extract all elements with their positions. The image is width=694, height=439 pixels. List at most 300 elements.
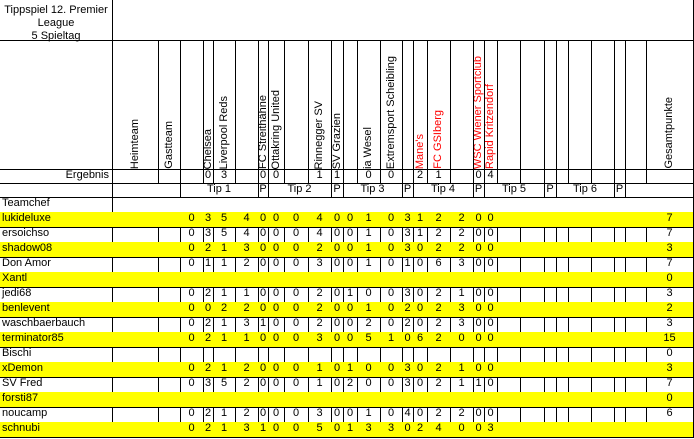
score-cell[interactable]: 1 [413, 212, 428, 228]
score-cell[interactable]: 0 [284, 212, 309, 228]
score-cell[interactable] [591, 272, 615, 288]
score-cell[interactable]: 2 [450, 242, 474, 258]
score-cell[interactable] [625, 302, 647, 318]
score-cell[interactable]: 0 [450, 332, 474, 348]
tip-header[interactable]: P [614, 183, 626, 198]
score-cell[interactable] [497, 392, 521, 408]
score-cell[interactable] [112, 287, 159, 303]
score-cell[interactable] [112, 242, 159, 258]
score-cell[interactable] [343, 392, 358, 408]
ergebnis-cell[interactable]: 0 [203, 169, 214, 184]
score-cell[interactable] [568, 362, 592, 378]
score-cell[interactable]: 0 [380, 362, 403, 378]
score-cell[interactable]: 0 [284, 287, 309, 303]
score-cell[interactable]: 5 [213, 377, 236, 393]
ergebnis-cell[interactable]: 2 [413, 169, 428, 184]
score-cell[interactable] [520, 377, 545, 393]
ergebnis-label[interactable]: Ergebnis [0, 169, 113, 184]
score-cell[interactable] [497, 347, 521, 363]
score-cell[interactable]: 0 [473, 407, 485, 423]
score-cell[interactable]: 0 [331, 242, 344, 258]
score-cell[interactable] [112, 317, 159, 333]
score-cell[interactable] [180, 392, 204, 408]
score-cell[interactable] [568, 287, 592, 303]
score-cell[interactable]: 2 [203, 242, 214, 258]
score-cell[interactable] [357, 347, 381, 363]
score-cell[interactable] [520, 347, 545, 363]
score-cell[interactable]: 1 [402, 257, 414, 273]
score-cell[interactable]: 2 [427, 227, 451, 243]
score-cell[interactable]: 0 [343, 407, 358, 423]
score-cell[interactable] [235, 272, 259, 288]
player-name[interactable]: Don Amor [0, 257, 113, 273]
score-cell[interactable] [497, 422, 521, 438]
score-cell[interactable]: 3 [402, 227, 414, 243]
score-cell[interactable]: 0 [380, 287, 403, 303]
score-cell[interactable]: 2 [427, 362, 451, 378]
score-cell[interactable] [568, 257, 592, 273]
score-cell[interactable]: 1 [343, 362, 358, 378]
score-cell[interactable]: 1 [357, 227, 381, 243]
score-cell[interactable]: 5 [308, 422, 332, 438]
score-cell[interactable]: 3 [203, 212, 214, 228]
score-cell[interactable]: 1 [213, 257, 236, 273]
total-points[interactable]: 0 [646, 392, 694, 408]
score-cell[interactable] [213, 272, 236, 288]
score-cell[interactable] [112, 422, 159, 438]
player-name[interactable]: Xantl [0, 272, 113, 288]
score-cell[interactable]: 0 [484, 212, 498, 228]
score-cell[interactable] [112, 332, 159, 348]
score-cell[interactable]: 0 [331, 287, 344, 303]
score-cell[interactable] [112, 392, 159, 408]
header-blank[interactable] [343, 40, 358, 170]
score-cell[interactable]: 2 [235, 407, 259, 423]
score-cell[interactable]: 0 [450, 422, 474, 438]
score-cell[interactable]: 1 [213, 362, 236, 378]
score-cell[interactable] [568, 212, 592, 228]
score-cell[interactable]: 0 [180, 422, 204, 438]
ergebnis-cell[interactable] [568, 169, 592, 184]
score-cell[interactable]: 0 [180, 287, 204, 303]
score-cell[interactable] [235, 392, 259, 408]
score-cell[interactable]: 0 [331, 422, 344, 438]
score-cell[interactable]: 1 [380, 332, 403, 348]
score-cell[interactable] [484, 272, 498, 288]
score-cell[interactable] [112, 272, 159, 288]
score-cell[interactable]: 0 [380, 212, 403, 228]
column-header[interactable] [213, 40, 236, 170]
score-cell[interactable] [158, 317, 181, 333]
score-cell[interactable] [158, 362, 181, 378]
score-cell[interactable]: 0 [484, 227, 498, 243]
tip-corner[interactable] [0, 183, 113, 198]
score-cell[interactable]: 2 [343, 377, 358, 393]
score-cell[interactable]: 2 [235, 257, 259, 273]
score-cell[interactable] [625, 377, 647, 393]
ergebnis-cell[interactable] [112, 169, 159, 184]
score-cell[interactable]: 0 [413, 377, 428, 393]
score-cell[interactable]: 1 [308, 362, 332, 378]
ergebnis-cell[interactable]: 0 [357, 169, 381, 184]
score-cell[interactable] [591, 347, 615, 363]
score-cell[interactable] [568, 242, 592, 258]
score-cell[interactable]: 0 [484, 257, 498, 273]
score-cell[interactable] [497, 287, 521, 303]
score-cell[interactable]: 3 [402, 212, 414, 228]
tip-header[interactable]: P [331, 183, 344, 198]
score-cell[interactable]: 2 [203, 362, 214, 378]
score-cell[interactable]: 0 [343, 302, 358, 318]
ergebnis-cell[interactable]: 0 [258, 169, 269, 184]
ergebnis-cell[interactable] [180, 169, 204, 184]
total-points[interactable]: 7 [646, 227, 694, 243]
score-cell[interactable]: 1 [413, 227, 428, 243]
teamchef-label[interactable]: Teamchef [0, 197, 113, 213]
column-header[interactable] [484, 40, 498, 170]
score-cell[interactable] [625, 257, 647, 273]
score-cell[interactable] [520, 242, 545, 258]
total-points[interactable]: 3 [646, 317, 694, 333]
score-cell[interactable] [520, 392, 545, 408]
score-cell[interactable] [158, 227, 181, 243]
score-cell[interactable] [568, 317, 592, 333]
score-cell[interactable] [497, 272, 521, 288]
score-cell[interactable]: 0 [380, 302, 403, 318]
score-cell[interactable]: 0 [258, 407, 269, 423]
score-cell[interactable]: 1 [357, 302, 381, 318]
score-cell[interactable]: 0 [473, 212, 485, 228]
score-cell[interactable] [520, 272, 545, 288]
score-cell[interactable]: 0 [180, 332, 204, 348]
score-cell[interactable]: 0 [180, 242, 204, 258]
score-cell[interactable] [112, 227, 159, 243]
score-cell[interactable]: 0 [180, 227, 204, 243]
score-cell[interactable] [591, 377, 615, 393]
score-cell[interactable]: 2 [235, 302, 259, 318]
score-cell[interactable] [625, 347, 647, 363]
score-cell[interactable]: 0 [473, 242, 485, 258]
score-cell[interactable] [158, 407, 181, 423]
score-cell[interactable] [343, 272, 358, 288]
score-cell[interactable]: 2 [402, 317, 414, 333]
score-cell[interactable]: 0 [413, 257, 428, 273]
score-cell[interactable]: 0 [402, 332, 414, 348]
score-cell[interactable]: 1 [213, 332, 236, 348]
total-points[interactable]: 7 [646, 212, 694, 228]
column-header[interactable] [646, 40, 694, 170]
score-cell[interactable] [591, 287, 615, 303]
ergebnis-cell[interactable]: 1 [427, 169, 451, 184]
score-cell[interactable]: 0 [380, 377, 403, 393]
score-cell[interactable]: 1 [258, 422, 269, 438]
score-cell[interactable]: 6 [413, 332, 428, 348]
total-points[interactable]: 0 [646, 347, 694, 363]
total-points[interactable]: 3 [646, 287, 694, 303]
score-cell[interactable]: 0 [413, 362, 428, 378]
ergebnis-cell[interactable] [343, 169, 358, 184]
score-cell[interactable]: 0 [331, 407, 344, 423]
score-cell[interactable]: 1 [213, 422, 236, 438]
score-cell[interactable]: 0 [180, 257, 204, 273]
ergebnis-cell[interactable]: 1 [331, 169, 344, 184]
score-cell[interactable] [568, 422, 592, 438]
score-cell[interactable] [497, 362, 521, 378]
score-cell[interactable] [427, 347, 451, 363]
score-cell[interactable]: 2 [427, 317, 451, 333]
score-cell[interactable]: 0 [473, 227, 485, 243]
score-cell[interactable] [284, 272, 309, 288]
ergebnis-cell[interactable] [591, 169, 615, 184]
score-cell[interactable]: 3 [402, 242, 414, 258]
player-name[interactable]: terminator85 [0, 332, 113, 348]
score-cell[interactable]: 1 [357, 407, 381, 423]
score-cell[interactable]: 0 [331, 317, 344, 333]
score-cell[interactable]: 1 [235, 287, 259, 303]
score-cell[interactable] [427, 392, 451, 408]
score-cell[interactable] [625, 422, 647, 438]
player-name[interactable]: noucamp [0, 407, 113, 423]
score-cell[interactable] [380, 392, 403, 408]
score-cell[interactable] [568, 377, 592, 393]
score-cell[interactable] [591, 257, 615, 273]
score-cell[interactable] [591, 227, 615, 243]
score-cell[interactable]: 1 [357, 242, 381, 258]
score-cell[interactable]: 2 [413, 422, 428, 438]
score-cell[interactable]: 0 [258, 362, 269, 378]
score-cell[interactable]: 0 [413, 242, 428, 258]
player-name[interactable]: benlevent [0, 302, 113, 318]
ergebnis-cell[interactable] [450, 169, 474, 184]
score-cell[interactable] [520, 287, 545, 303]
score-cell[interactable]: 3 [402, 287, 414, 303]
column-header[interactable] [308, 40, 332, 170]
score-cell[interactable] [268, 272, 285, 288]
score-cell[interactable] [158, 257, 181, 273]
score-cell[interactable] [284, 392, 309, 408]
column-header[interactable] [427, 40, 451, 170]
ergebnis-cell[interactable]: 3 [213, 169, 236, 184]
score-cell[interactable]: 0 [413, 317, 428, 333]
player-name[interactable]: jedi68 [0, 287, 113, 303]
player-name[interactable]: shadow08 [0, 242, 113, 258]
column-header[interactable] [268, 40, 285, 170]
player-name[interactable]: lukideluxe [0, 212, 113, 228]
player-name[interactable]: waschbaerbauch [0, 317, 113, 333]
header-blank[interactable] [497, 40, 521, 170]
ergebnis-cell[interactable]: 0 [268, 169, 285, 184]
score-cell[interactable] [413, 272, 428, 288]
score-cell[interactable]: 4 [308, 212, 332, 228]
ergebnis-cell[interactable]: 4 [484, 169, 498, 184]
tip-header[interactable]: Tip 2 [268, 183, 332, 198]
score-cell[interactable]: 0 [331, 377, 344, 393]
score-cell[interactable] [591, 362, 615, 378]
ergebnis-cell[interactable] [158, 169, 181, 184]
score-cell[interactable]: 6 [427, 257, 451, 273]
score-cell[interactable]: 5 [213, 212, 236, 228]
score-cell[interactable] [158, 422, 181, 438]
total-points[interactable]: 3 [646, 362, 694, 378]
score-cell[interactable] [213, 347, 236, 363]
total-points[interactable]: 7 [646, 257, 694, 273]
ergebnis-cell[interactable] [284, 169, 309, 184]
score-cell[interactable]: 0 [380, 242, 403, 258]
teamchef-blank[interactable] [112, 197, 694, 213]
score-cell[interactable]: 0 [284, 332, 309, 348]
score-cell[interactable] [158, 332, 181, 348]
score-cell[interactable] [158, 302, 181, 318]
score-cell[interactable]: 0 [180, 407, 204, 423]
score-cell[interactable]: 0 [284, 227, 309, 243]
header-corner[interactable] [0, 40, 113, 170]
score-cell[interactable]: 3 [450, 317, 474, 333]
score-cell[interactable]: 0 [484, 407, 498, 423]
player-name[interactable]: xDemon [0, 362, 113, 378]
score-cell[interactable]: 0 [258, 377, 269, 393]
score-cell[interactable]: 0 [268, 257, 285, 273]
total-points[interactable]: 7 [646, 377, 694, 393]
score-cell[interactable]: 1 [343, 287, 358, 303]
score-cell[interactable]: 0 [343, 332, 358, 348]
score-cell[interactable]: 1 [213, 317, 236, 333]
player-name[interactable]: Bischi [0, 347, 113, 363]
score-cell[interactable]: 0 [331, 362, 344, 378]
ergebnis-cell[interactable] [235, 169, 259, 184]
score-cell[interactable]: 2 [427, 212, 451, 228]
score-cell[interactable] [591, 302, 615, 318]
score-cell[interactable]: 2 [308, 317, 332, 333]
score-cell[interactable]: 0 [357, 377, 381, 393]
tip-header[interactable]: P [258, 183, 269, 198]
score-cell[interactable]: 0 [380, 227, 403, 243]
score-cell[interactable] [357, 272, 381, 288]
score-cell[interactable]: 0 [473, 317, 485, 333]
score-cell[interactable]: 1 [213, 242, 236, 258]
score-cell[interactable] [213, 392, 236, 408]
score-cell[interactable] [158, 377, 181, 393]
score-cell[interactable] [625, 332, 647, 348]
score-cell[interactable]: 3 [450, 302, 474, 318]
column-header[interactable] [158, 40, 181, 170]
score-cell[interactable]: 0 [484, 377, 498, 393]
sheet-title[interactable] [0, 0, 113, 41]
player-name[interactable]: ersoichso [0, 227, 113, 243]
score-cell[interactable] [450, 392, 474, 408]
ergebnis-cell[interactable] [520, 169, 545, 184]
ergebnis-cell[interactable] [646, 169, 694, 184]
score-cell[interactable]: 0 [473, 422, 485, 438]
score-cell[interactable]: 1 [203, 257, 214, 273]
score-cell[interactable]: 0 [258, 257, 269, 273]
score-cell[interactable]: 4 [235, 212, 259, 228]
score-cell[interactable]: 0 [343, 257, 358, 273]
score-cell[interactable]: 0 [258, 332, 269, 348]
score-cell[interactable] [591, 332, 615, 348]
score-cell[interactable] [413, 347, 428, 363]
score-cell[interactable]: 0 [268, 212, 285, 228]
score-cell[interactable] [625, 287, 647, 303]
score-cell[interactable]: 2 [427, 302, 451, 318]
score-cell[interactable]: 0 [473, 332, 485, 348]
player-name[interactable]: schnubi [0, 422, 113, 438]
score-cell[interactable]: 3 [203, 377, 214, 393]
header-blank[interactable] [180, 40, 204, 170]
score-cell[interactable]: 0 [268, 242, 285, 258]
total-points[interactable]: 0 [646, 272, 694, 288]
score-cell[interactable] [268, 392, 285, 408]
score-cell[interactable]: 0 [484, 332, 498, 348]
score-cell[interactable] [450, 347, 474, 363]
score-cell[interactable]: 0 [484, 302, 498, 318]
score-cell[interactable] [591, 392, 615, 408]
score-cell[interactable]: 3 [380, 422, 403, 438]
score-cell[interactable]: 2 [357, 317, 381, 333]
score-cell[interactable] [112, 347, 159, 363]
score-cell[interactable] [158, 242, 181, 258]
score-cell[interactable]: 2 [203, 287, 214, 303]
score-cell[interactable]: 4 [308, 227, 332, 243]
score-cell[interactable] [308, 392, 332, 408]
score-cell[interactable]: 0 [413, 302, 428, 318]
tip-header[interactable]: Tip 1 [180, 183, 259, 198]
column-header[interactable] [413, 40, 428, 170]
header-strip[interactable] [112, 0, 694, 41]
score-cell[interactable]: 0 [343, 227, 358, 243]
total-points[interactable] [646, 422, 694, 438]
score-cell[interactable]: 3 [235, 242, 259, 258]
score-cell[interactable]: 0 [284, 407, 309, 423]
score-cell[interactable]: 3 [308, 332, 332, 348]
score-cell[interactable]: 3 [450, 257, 474, 273]
score-cell[interactable] [520, 362, 545, 378]
total-points[interactable]: 15 [646, 332, 694, 348]
score-cell[interactable]: 2 [203, 317, 214, 333]
score-cell[interactable]: 1 [450, 377, 474, 393]
score-cell[interactable] [158, 272, 181, 288]
score-cell[interactable]: 1 [213, 287, 236, 303]
score-cell[interactable]: 5 [213, 227, 236, 243]
score-cell[interactable]: 1 [450, 287, 474, 303]
score-cell[interactable]: 0 [484, 287, 498, 303]
score-cell[interactable] [625, 392, 647, 408]
tip-header[interactable]: Tip 6 [556, 183, 615, 198]
score-cell[interactable] [568, 347, 592, 363]
score-cell[interactable] [343, 347, 358, 363]
score-cell[interactable] [427, 272, 451, 288]
score-cell[interactable]: 0 [413, 287, 428, 303]
score-cell[interactable] [625, 317, 647, 333]
score-cell[interactable]: 0 [343, 212, 358, 228]
score-cell[interactable]: 0 [284, 317, 309, 333]
player-name[interactable]: SV Fred [0, 377, 113, 393]
total-points[interactable]: 3 [646, 242, 694, 258]
score-cell[interactable]: 2 [427, 287, 451, 303]
score-cell[interactable] [112, 407, 159, 423]
score-cell[interactable]: 2 [203, 422, 214, 438]
score-cell[interactable]: 0 [484, 242, 498, 258]
score-cell[interactable]: 2 [427, 242, 451, 258]
score-cell[interactable] [268, 347, 285, 363]
score-cell[interactable]: 0 [258, 287, 269, 303]
score-cell[interactable] [112, 302, 159, 318]
score-cell[interactable] [625, 242, 647, 258]
score-cell[interactable]: 0 [284, 242, 309, 258]
header-blank[interactable] [591, 40, 615, 170]
tip-header[interactable]: P [544, 183, 557, 198]
score-cell[interactable] [568, 272, 592, 288]
score-cell[interactable] [625, 212, 647, 228]
